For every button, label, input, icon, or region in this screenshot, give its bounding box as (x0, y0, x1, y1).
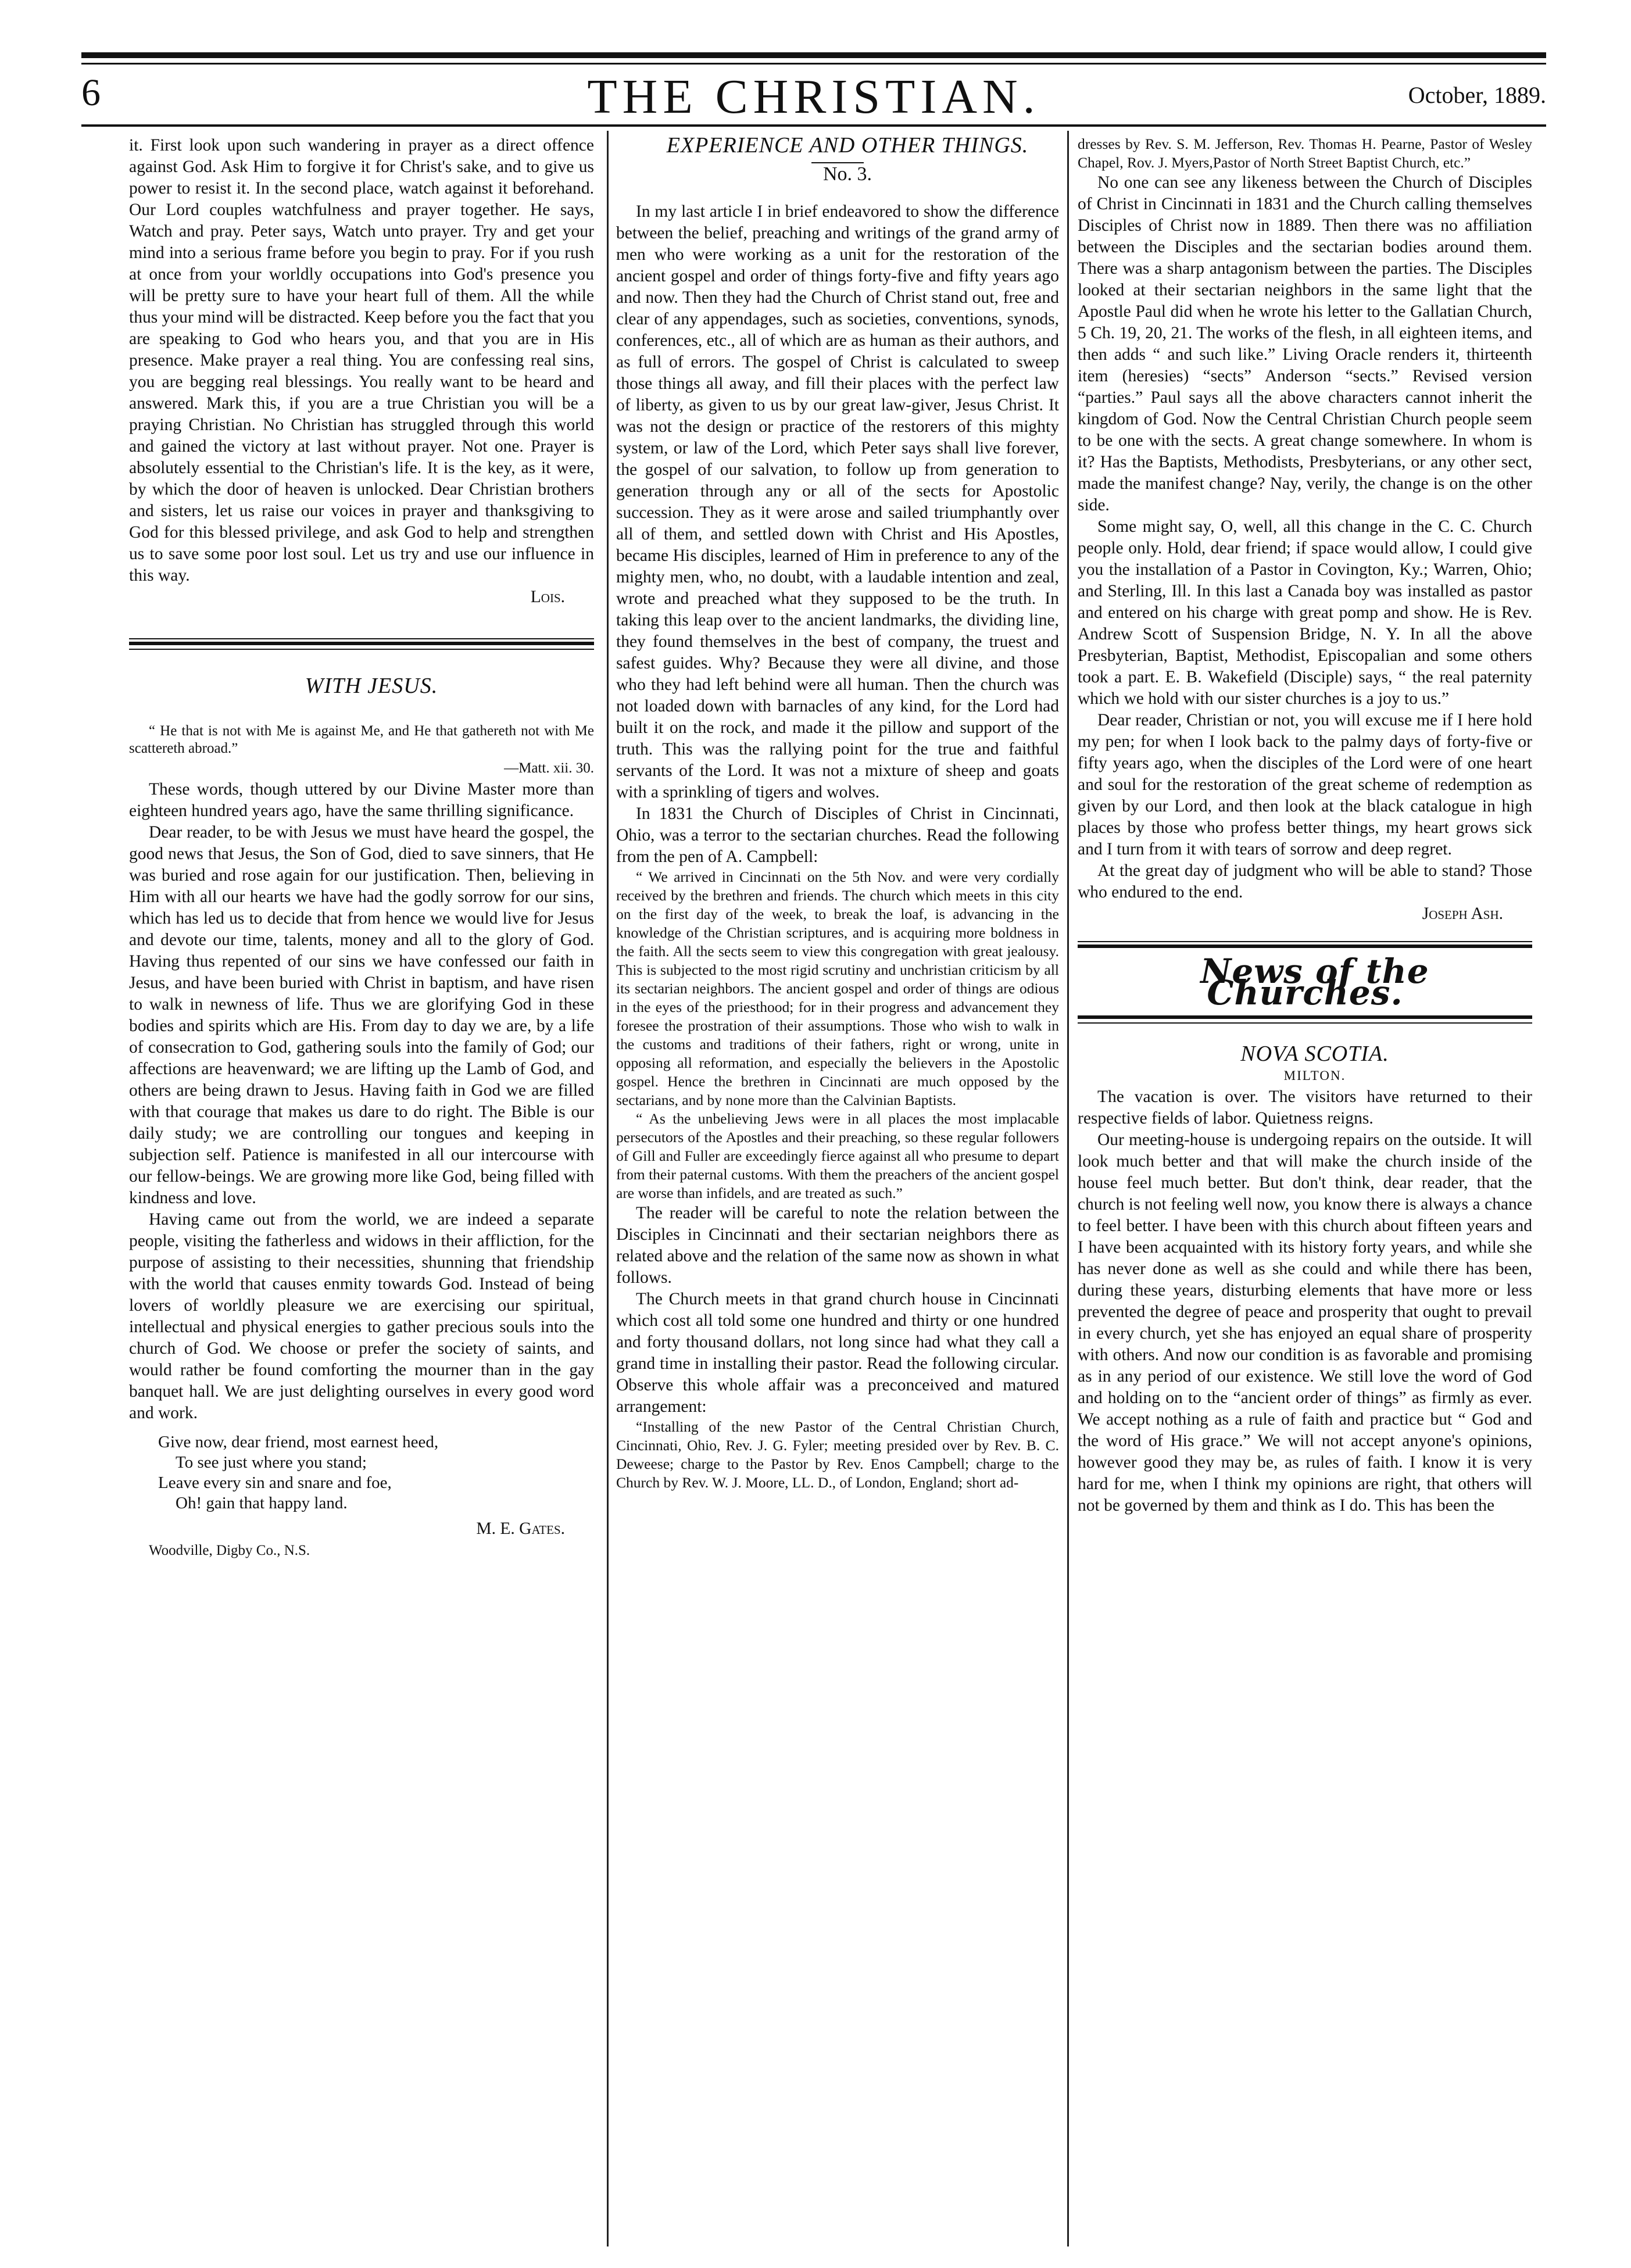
epigraph-citation: —Matt. xii. 30. (504, 760, 594, 776)
article-paragraph: Dear reader, to be with Jesus we must have heard the gospel, the good news that Jesus, the Son of God, died to save sinners, that He was buried and rose again for our justification. Then, believing in Him with all our hearts we have had the godly sorrow for our sins, which has led us to decide that from hence we would live for Jesus and devote our time, talents, money and all to the glory of God. Having thus repented of our sins we have confessed our faith in Jesus, and have been buried with Christ in baptism, and have risen to walk in newness of life. Thus we are glorifying God in these bodies and spirits which are His. From day to day we are, by a life of consecration to God, gathering souls into the family of God; our affections are heavenward; we are lifting up the Lamb of God, and others are being drawn to Jesus. Having faith in God we are filled with that courage that makes us dare to do right. The Bible is our daily study; we are controlling our tongues and keeping in subjection self. Patience is manifested in all our intercourse with our fellow-beings. We are growing more like God, being filled with kindness and love. (129, 823, 594, 1207)
article-place: Woodville, Digby Co., N.S. (149, 1543, 310, 1558)
poem-line: Leave every sin and snare and foe, (158, 1473, 392, 1492)
column-3 (1078, 135, 1532, 1516)
article-paragraph: Having came out from the world, we are indeed a separate people, visiting the fatherless and widows in their affliction, for the purpose of assisting to their necessities, shunning that friendship with the world that causes enmity towards God. Instead of being lovers of worldly pleasure we are exercising our spiritual, intellectual and physical energies to gather precious souls into the church of God. We choose or prefer the society of saints, and would rather be found comforting the mourner than in the gay banquet hall. We are just delighting ourselves in every good word and work. (129, 1210, 594, 1422)
poem-line: Give now, dear friend, most earnest heed, (158, 1433, 439, 1451)
section-divider (129, 642, 594, 645)
quoted-paragraph: “ We arrived in Cincinnati on the 5th Nov. and were very cordially received by the brethren and friends. The church which meets in this city on the first day of the week, to break the loaf, is advancing in the knowledge of the Christian scriptures, and is acquiring more boldness in the faith. All the sects seem to view this congregation with great jealousy. This is subjected to the most rigid scrutiny and unchristian criticism by all its sectarian neighbors. The ancient gospel and order of things are odious in the eyes of the priesthood; for in their progress and advancement they foresee the prostration of their assumptions. Those who wish to walk in the customs and traditions of their fathers, right or wrong, unite in opposing all reformation, and especially the believers in the Apostolic gospel. Hence the brethren in Cincinnati are much opposed by the sectarians, and by none more than the Calvinian Baptists. (616, 868, 1059, 1108)
section-divider (129, 638, 594, 639)
article-paragraph: Our meeting-house is undergoing repairs on the outside. It will look much better and that will make the church inside of the house feel much better. But don't think, dear reader, that the church is not feeling well now, you know there is always a chance to feel better. I have been with this church about fifteen years and I have been acquainted with its history forty years, and while she has never done as well as she could and while there has been, during these years, disturbing elements that have more or less prevented the degree of peace and prosperity that ought to prevail in every church, yet she has enjoyed an equal share of prosperity with others. And now our condition is as favorable and promising as in any period of our existence. We still love the word of God and holding on to the “ancient order of things” as firmly as ever. We accept nothing as a rule of faith and practice but “ God and the word of His grace.” We will not accept anyone's opinions, however good they may be, as rules of faith. I know it is very hard for me, when I think my opinions are right, that others will not be governed by them and think as I do. This has been the (1078, 1131, 1532, 1515)
article-heading: EXPERIENCE AND OTHER THINGS. (666, 133, 1029, 158)
article-paragraph: In 1831 the Church of Disciples of Christ in Cincinnati, Ohio, was a terror to the sectarian churches. Read the following from the pen of A. Campbell: (616, 804, 1059, 866)
section-divider (1078, 941, 1532, 942)
town-heading: MILTON. (1283, 1068, 1346, 1083)
masthead-top-rule-thin (81, 63, 1546, 65)
epigraph: “ He that is not with Me is against Me, and He that gathereth not with Me scattereth abroad.” (129, 723, 594, 756)
quoted-paragraph: dresses by Rev. S. M. Jefferson, Rev. Thomas H. Pearne, Pastor of Wesley Chapel, Rov. J. Myers,Pastor of North Street Baptist Church, etc.” (1078, 135, 1532, 171)
province-heading: NOVA SCOTIA. (1240, 1042, 1389, 1066)
article-paragraph: These words, though uttered by our Divine Master more than eighteen hundred years ago, have the same thrilling significance. (129, 780, 594, 820)
column-2 (616, 135, 1059, 1492)
quoted-paragraph: “ As the unbelieving Jews were in all places the most implacable persecutors of the Apostles and their preaching, so these regular followers of Gill and Fuller are exceedingly fierce against all who presume to depart from their paternal customs. With them the preachers of the ancient gospel are worse than infidels, and are treated as such.” (616, 1110, 1059, 1201)
article-signature: Lois. (530, 588, 565, 606)
masthead (81, 69, 1546, 124)
article-paragraph: The Church meets in that grand church house in Cincinnati which cost all told some one hundred and thirty or one hundred and forty thousand dollars, not long since had what they call a grand time in installing their pastor. Read the following circular. Observe this whole affair was a preconceived and matured arrangement: (616, 1290, 1059, 1416)
section-divider (1078, 1015, 1532, 1019)
column-divider (607, 131, 609, 2246)
masthead-top-rule (81, 52, 1546, 58)
article-paragraph: In my last article I in brief endeavored to show the difference between the belief, preaching and writings of the grand army of men who were working as a unit for the restoration of the ancient gospel and order of things forty-five and fifty years ago and now. Then they had the Church of Christ stand out, free and clear of any appendages, such as societies, conventions, synods, conferences, etc., all of which are as human as their authors, and as full of errors. The gospel of Christ is calculated to sweep those things all away, and fill their places with the perfect law of liberty, as given to us by our great law-giver, Jesus Christ. It was not the design or practice of the restorers of this mighty system, or law of the Lord, which Peter says shall live forever, the gospel of our salvation, to follow up from generation to generation through any or all of the sects for Apostolic succession. They as it were arose and sailed triumphantly over all of them, and settled down with Christ and His Apostles, became His disciples, learned of Him in preference to any of the mighty men, who, no doubt, with a laudable intention and zeal, wrote and preached what they supposed to be the truth. In taking this leap over to the ancient landmarks, the dividing line, they found themselves in the best of company, the truest and safest guides. Why? Because they were all divine, and those who they had left behind were all human. Then the church was not loaded down with barnacles of any kind, for the Lord had built it on the rock, and made it the pillow and support of the truth. This was the rallying point for the true and faithful servants of the Lord. It was not a mixture of sheep and goats with a sprinkling of tigers and wolves. (616, 202, 1059, 802)
article-paragraph: Dear reader, Christian or not, you will excuse me if I here hold my pen; for when I look back to the palmy days of forty-five or fifty years ago, when the disciples of the Lord were of one heart and soul for the restoration of the great scheme of redemption as given by our Lord, and then look at the black catalogue in high places by those who profess better things, my heart grows sick and I turn from it with tears of sorrow and deep regret. (1078, 711, 1532, 858)
poem (129, 1432, 594, 1514)
newspaper-title: THE CHRISTIAN. (587, 70, 1040, 124)
article-signature: Joseph Ash. (1422, 904, 1503, 923)
poem-line: To see just where you stand; (176, 1453, 367, 1472)
page-number: 6 (81, 71, 101, 114)
quoted-paragraph: “Installing of the new Pastor of the Central Christian Church, Cincinnati, Ohio, Rev. J. G. Fyler; meeting presided over by Rev. B. C. Deweese; charge to the Pastor by Rev. Enos Campbell; charge to the Church by Rev. W. J. Moore, LL. D., of London, England; short ad- (616, 1418, 1059, 1491)
article-number: No. 3. (822, 163, 872, 185)
article-signature: M. E. Gates. (476, 1519, 565, 1538)
article-paragraph: The reader will be careful to note the relation between the Disciples in Cincinnati and their sectarian neighbors there as related above and the relation of the same now as shown in what follows. (616, 1204, 1059, 1287)
article-paragraph: The vacation is over. The visitors have returned to their respective fields of labor. Quietness reigns. (1078, 1088, 1532, 1128)
article-paragraph: it. First look upon such wandering in prayer as a direct offence against God. Ask Him to forgive it for Christ's sake, and to give us power to resist it. In the second place, watch against it beforehand. Our Lord couples watchfulness and prayer together. He says, Watch and pray. Peter says, Watch unto prayer. Try and get your mind into a serious frame before you begin to pray. For if you rush at once from your worldly occupations into God's presence you will be pretty sure to have your heart full of them. All the while thus your mind will be distracted. Keep before you the fact that you are speaking to God who hears you, and that you are in His presence. Make prayer a real thing. You are confessing real sins, you are begging real blessings. You really want to be heard and answered. Mark this, if you are a true Christian you will be a praying Christian. No Christian has struggled through this world and gained the victory at last without prayer. Not one. Prayer is absolutely essential to the Christian's life. It is the key, as it were, by which the door of heaven is unlocked. Dear Christian brothers and sisters, let us raise our voices in prayer and thanksgiving to God for this blessed privilege, and ask God to help and strengthen us to save some poor lost soul. Let us try and use our influence in this way. (129, 136, 594, 585)
column-divider (1067, 131, 1069, 2246)
issue-date: October, 1889. (1408, 82, 1546, 108)
section-title: News of the Churches. (1200, 951, 1429, 1013)
poem-line: Oh! gain that happy land. (176, 1494, 348, 1512)
article-paragraph: At the great day of judgment who will be able to stand? Those who endured to the end. (1078, 861, 1532, 902)
article-heading: WITH JESUS. (305, 674, 438, 698)
masthead-bottom-rule (81, 124, 1546, 127)
article-paragraph: No one can see any likeness between the Church of Disciples of Christ in Cincinnati in 1831 and the Church calling themselves Disciples of Christ now in 1889. Then there was no affiliation between the Disciples and the sectarian bodies around them. There was a sharp antagonism between the parties. The Disciples looked at their sectarian neighbors in the same light that the Apostle Paul did when he wrote his letter to the Gallatian Church, 5 Ch. 19, 20, 21. The works of the flesh, in all eighteen items, and then adds “ and such like.” Living Oracle renders it, thirteenth item (heresies) “sects” Anderson “sects.” Revised version “parties.” Paul says all the above characters cannot inherit the kingdom of God. Now the Central Christian Church people seem to be one with the sects. A great change somewhere. In whom is it? Has the Baptists, Methodists, Presbyterians, or any other sect, made the manifest change? Nay, verily, the change is on the other side. (1078, 173, 1532, 514)
article-paragraph: Some might say, O, well, all this change in the C. C. Church people only. Hold, dear friend; if space would allow, I could give you the installation of a Pastor in Covington, Ky.; Warren, Ohio; and Sterling, Ill. In this last a Canada boy was installed as pastor and entered on his charge with great pomp and show. He is Rev. Andrew Scott of Suspension Bridge, N. Y. In all the above Presbyterian, Baptist, Methodist, Episcopalian and some others took a part. E. B. Wakefield (Disciple) says, “ the real paternity which we hold with our sister churches is a joy to us.” (1078, 517, 1532, 708)
column-1 (129, 135, 594, 1561)
